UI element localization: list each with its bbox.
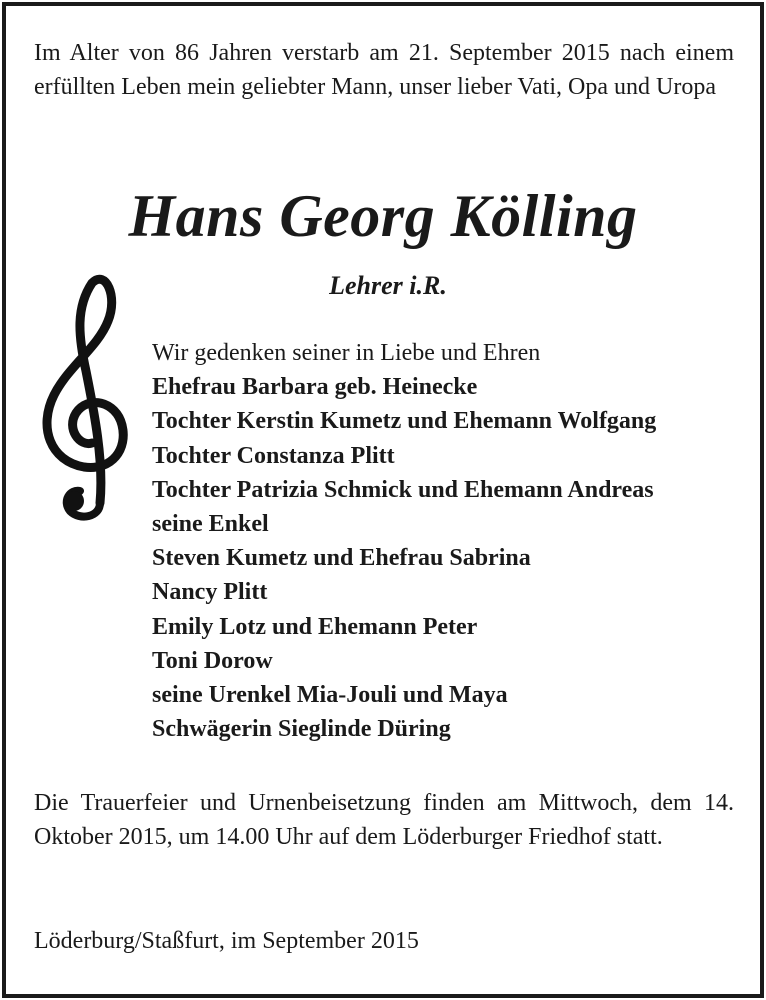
deceased-name: Hans Georg Kölling — [128, 183, 638, 249]
mourner-row: Steven Kumetz und Ehefrau Sabrina — [152, 545, 531, 572]
obituary-frame — [2, 2, 764, 998]
mourner-row: Schwägerin Sieglinde Düring — [152, 716, 451, 743]
mourner-row: Emily Lotz und Ehemann Peter — [152, 613, 478, 640]
mourner-row: Toni Dorow — [152, 647, 273, 674]
mourner-row: seine Urenkel Mia-Jouli und Maya — [152, 682, 508, 709]
service-info: Die Trauerfeier und Urnenbeisetzung finden am Mittwoch, dem 14. Oktober 2015, um 14.00 Uhr auf dem Löderburger Friedhof statt. — [34, 790, 734, 850]
mourner-row: Tochter Kerstin Kumetz und Ehemann Wolfgang — [152, 408, 657, 435]
occupation: Lehrer i.R. — [329, 271, 447, 300]
mourners-list — [152, 336, 752, 746]
mourner-row: Tochter Patrizia Schmick und Ehemann Andreas — [152, 476, 654, 503]
place-date: Löderburg/Staßfurt, im September 2015 — [34, 928, 419, 954]
mourner-row: seine Enkel — [152, 511, 269, 538]
mourners-lead: Wir gedenken seiner in Liebe und Ehren — [152, 340, 541, 366]
mourner-row: Nancy Plitt — [152, 579, 268, 606]
mourner-row: Ehefrau Barbara geb. Heinecke — [152, 374, 478, 401]
treble-clef-icon — [34, 271, 134, 521]
mourner-row: Tochter Constanza Plitt — [152, 442, 395, 469]
intro-text: Im Alter von 86 Jahren verstarb am 21. September 2015 nach einem erfüllten Leben mein geliebter Mann, unser lieber Vati, Opa und Uropa — [34, 40, 734, 100]
